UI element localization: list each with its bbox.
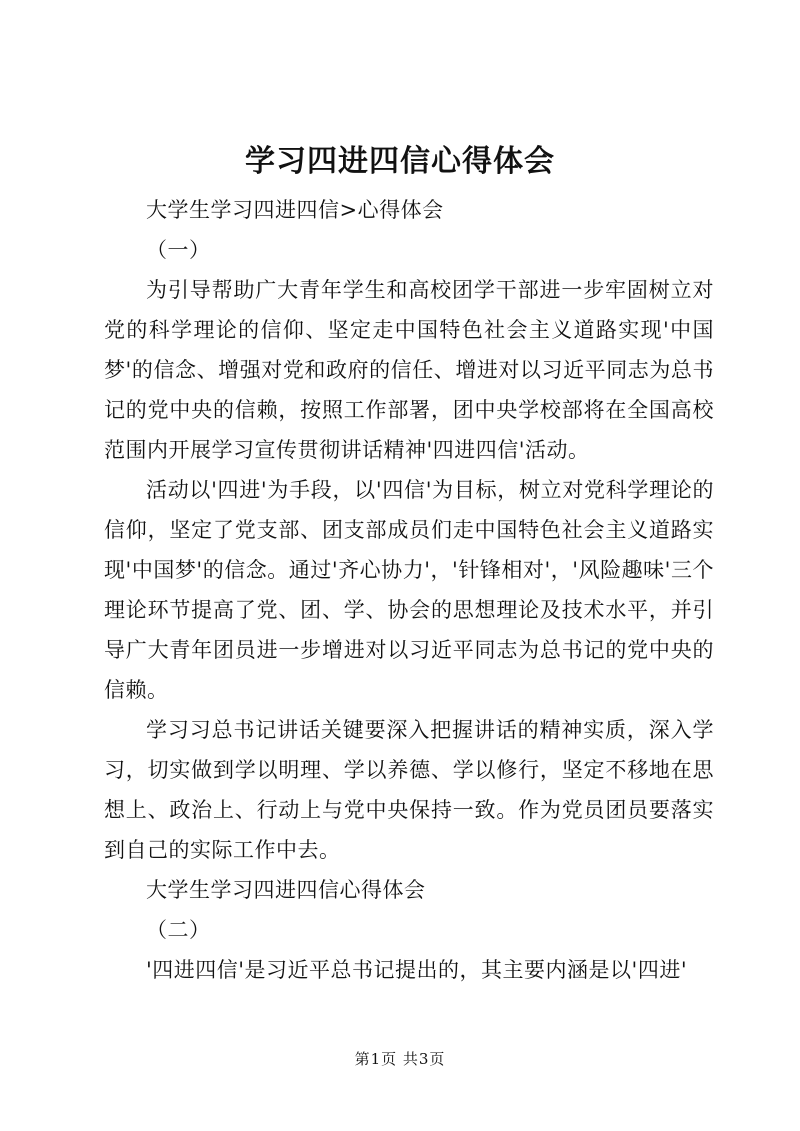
document-body — [104, 190, 714, 990]
body-paragraph: '四进四信'是习近平总书记提出的，其主要内涵是以'四进' — [146, 958, 688, 982]
body-paragraph: 为引导帮助广大青年学生和高校团学干部进一步牢固树立对党的科学理论的信仰、坚定走中国特色社会主义道路实现'中国梦'的信念、增强对党和政府的信任、增进对以习近平同志为总书记的党中央的信赖，按照工作部署，团中央学校部将在全国高校范围内开展学习宣传贯彻讲话精神'四进四信'活动。 — [104, 278, 714, 462]
document-title: 学习四进四信心得体会 — [245, 144, 555, 179]
body-paragraph: 学习习总书记讲话关键要深入把握讲话的精神实质，深入学习，切实做到学以明理、学以养德、学以修行，坚定不移地在思想上、政治上、行动上与党中央保持一致。作为党员团员要落实到自己的实际工作中去。 — [104, 718, 714, 862]
body-paragraph: 活动以'四进'为手段，以'四信'为目标，树立对党科学理论的信仰，坚定了党支部、团支部成员们走中国特色社会主义道路实现'中国梦'的信念。通过'齐心协力'，'针锋相对'，'风险趣味'三个理论环节提高了党、团、学、协会的思想理论及技术水平，并引导广大青年团员进一步增进对以习近平同志为总书记的党中央的信赖。 — [104, 478, 714, 702]
section-heading: 大学生学习四进四信心得体会 — [146, 878, 426, 902]
section-heading: 大学生学习四进四信>心得体会 — [146, 198, 444, 222]
section-number: （二） — [146, 918, 211, 942]
section-number: （一） — [146, 238, 211, 262]
page-footer: 第1页 共3页 — [354, 1050, 446, 1068]
